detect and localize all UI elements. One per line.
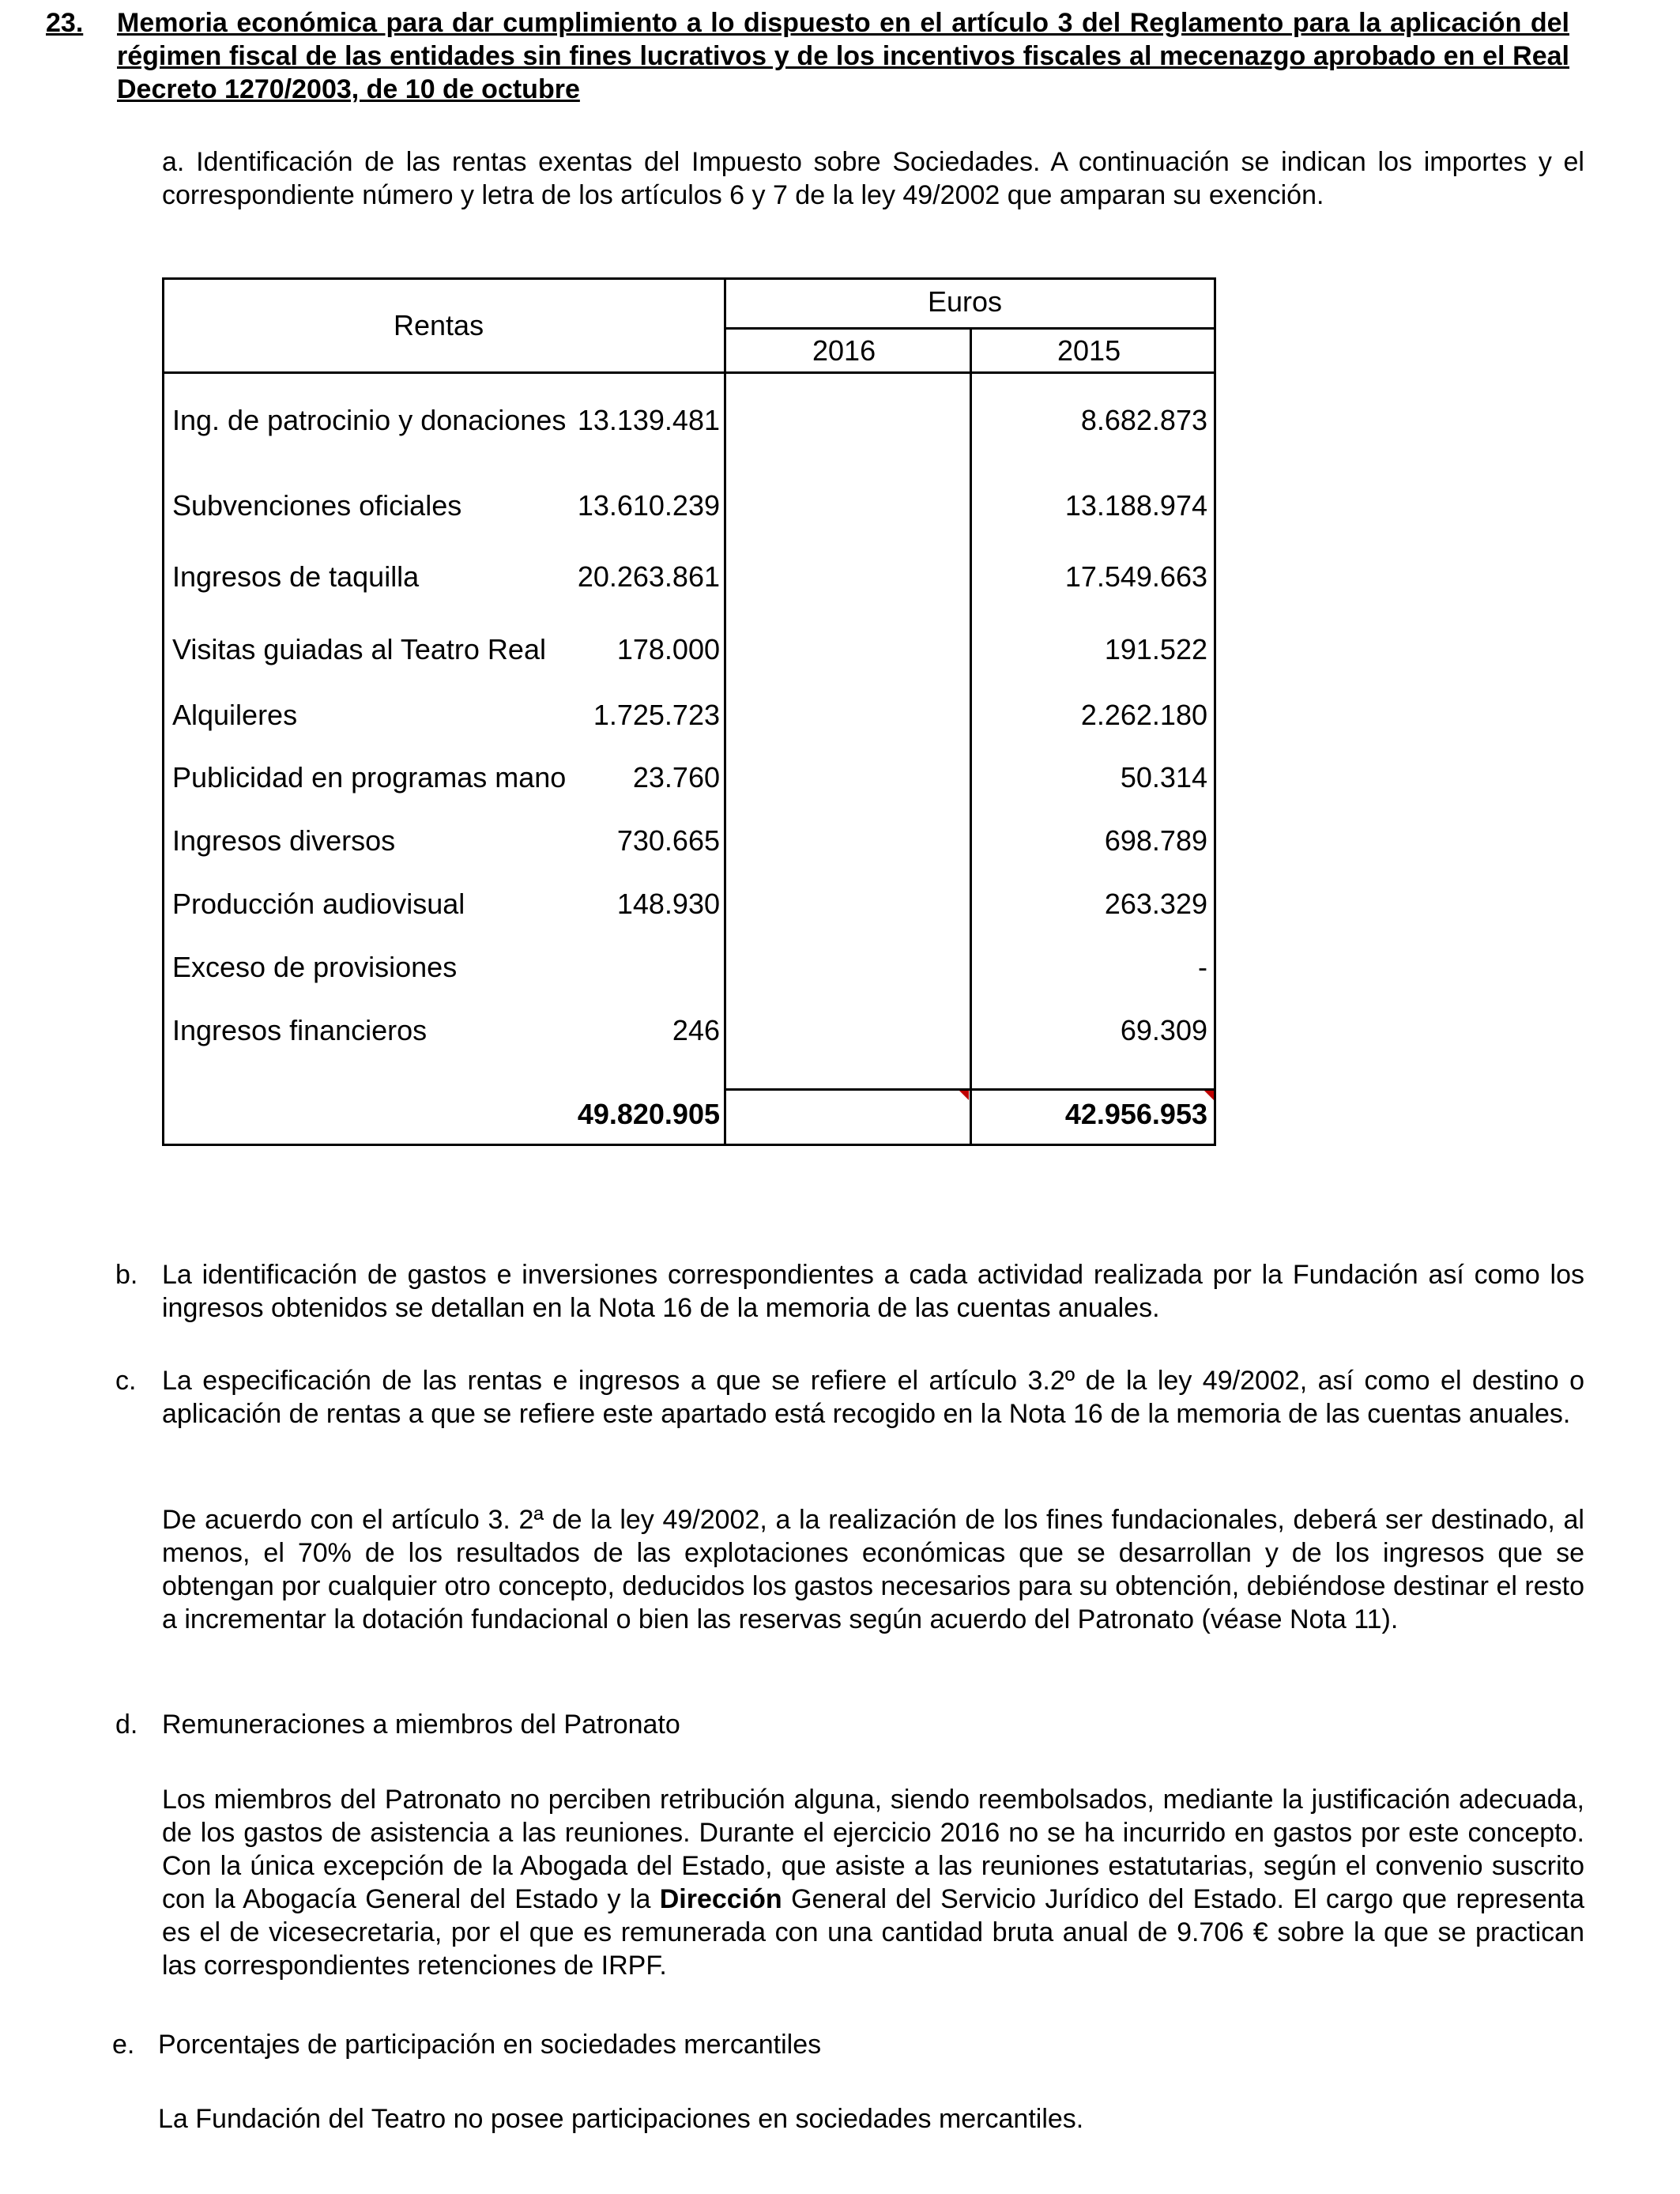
item-d-text (162, 1783, 1584, 1982)
total-2015: 42.956.953 (1064, 1098, 1207, 1130)
row-value-2015: - (1198, 951, 1207, 983)
row-value-2015: 13.188.974 (1064, 489, 1207, 522)
item-b-letter: b. (115, 1260, 138, 1290)
row-value-2016: 13.610.239 (577, 489, 720, 522)
row-value-2015: 17.549.663 (1064, 560, 1207, 593)
section-number: 23. (46, 8, 84, 38)
row-value-2015: 2.262.180 (1080, 699, 1207, 731)
row-value-2015: 191.522 (1104, 633, 1207, 665)
header-euros: Euros (928, 285, 1003, 318)
row-label: Ing. de patrocinio y donaciones (172, 404, 567, 436)
row-value-2016: 23.760 (632, 761, 720, 794)
row-label: Ingresos diversos (172, 824, 396, 857)
total-2016: 49.820.905 (577, 1098, 720, 1130)
comment-marker-icon (1204, 1091, 1214, 1100)
row-value-2016: 148.930 (616, 888, 720, 920)
item-d-text-part1: Los miembros del Patronato no perciben retribución alguna, siendo reembolsados, mediante la justificación adecuada, de los gastos de asistencia a las reuniones. Durante el ejercicio 2016 no se ha incurrido en gastos por este concepto. Con la única excepción de la Abogada del Estado, que asiste a las reuniones estatutarias, según el convenio suscrito con la Abogacía General del Estado y la (162, 1785, 1584, 1914)
item-c-letter: c. (115, 1366, 137, 1396)
row-value-2016: 178.000 (616, 633, 720, 665)
item-d-text-part2: General del Servicio Jurídico del Estado. El cargo que representa es el de vicesecretaria, por el que es remunerada con una cantidad bruta anual de 9.706 € sobre la que se practican las correspondientes retenciones de IRPF. (162, 1884, 1585, 1981)
row-value-2016: 1.725.723 (593, 699, 720, 731)
header-year-2015: 2015 (1057, 334, 1121, 367)
item-e-text: La Fundación del Teatro no posee participaciones en sociedades mercantiles. (158, 2104, 1084, 2134)
section-heading (46, 6, 1569, 106)
item-d-letter: d. (115, 1710, 138, 1740)
header-year-2016: 2016 (812, 334, 876, 367)
row-value-2015: 8.682.873 (1080, 404, 1207, 436)
row-label: Ingresos de taquilla (172, 560, 420, 593)
item-e-title: Porcentajes de participación en sociedades mercantiles (158, 2030, 822, 2060)
header-rentas: Rentas (394, 309, 484, 341)
item-c-text-2: De acuerdo con el artículo 3. 2ª de la ley 49/2002, a la realización de los fines fundacionales, deberá ser destinado, al menos, el 70% de los resultados de las explotaciones económicas que se desarrollan y de los ingresos que se obtengan por cualquier otro concepto, deducidos los gastos necesarios para su obtención, debiéndose destinar el resto a incrementar la dotación fundacional o bien las reservas según acuerdo del Patronato (véase Nota 11). (162, 1505, 1584, 1634)
row-value-2016: 730.665 (616, 824, 720, 857)
row-value-2016: 246 (672, 1014, 720, 1046)
row-label: Subvenciones oficiales (172, 489, 462, 522)
item-d-text-bold: Dirección (659, 1884, 782, 1914)
row-label: Publicidad en programas mano (172, 761, 567, 794)
row-value-2016: 13.139.481 (577, 404, 720, 436)
section-title: Memoria económica para dar cumplimiento a lo dispuesto en el artículo 3 del Reglamento para la aplicación del régimen fiscal de las entidades sin fines lucrativos y de los incentivos fiscales al mecenazgo aprobado en el Real Decreto 1270/2003, de 10 de octubre (117, 8, 1569, 104)
item-d-title: Remuneraciones a miembros del Patronato (162, 1710, 680, 1740)
item-b-text: La identificación de gastos e inversiones correspondientes a cada actividad realizada por la Fundación así como los ingresos obtenidos se detallan en la Nota 16 de la memoria de las cuentas anuales. (162, 1260, 1584, 1323)
row-value-2015: 698.789 (1104, 824, 1207, 857)
item-e-letter: e. (112, 2030, 135, 2060)
rentas-table (162, 277, 1216, 1146)
row-value-2015: 69.309 (1120, 1014, 1207, 1046)
item-a-intro: a. Identificación de las rentas exentas del Impuesto sobre Sociedades. A continuación se indican los importes y el correspondiente número y letra de los artículos 6 y 7 de la ley 49/2002 que amparan su exención. (162, 147, 1584, 210)
row-label: Visitas guiadas al Teatro Real (172, 633, 546, 665)
row-value-2015: 50.314 (1120, 761, 1207, 794)
item-c-text: La especificación de las rentas e ingresos a que se refiere el artículo 3.2º de la ley 49/2002, así como el destino o aplicación de rentas a que se refiere este apartado está recogido en la Nota 16 de la memoria de las cuentas anuales. (162, 1366, 1584, 1429)
row-value-2015: 263.329 (1104, 888, 1207, 920)
row-label: Producción audiovisual (172, 888, 465, 920)
comment-marker-icon (959, 1091, 969, 1100)
row-label: Exceso de provisiones (172, 951, 458, 983)
row-label: Alquileres (172, 699, 298, 731)
row-label: Ingresos financieros (172, 1014, 428, 1046)
row-value-2016: 20.263.861 (577, 560, 720, 593)
